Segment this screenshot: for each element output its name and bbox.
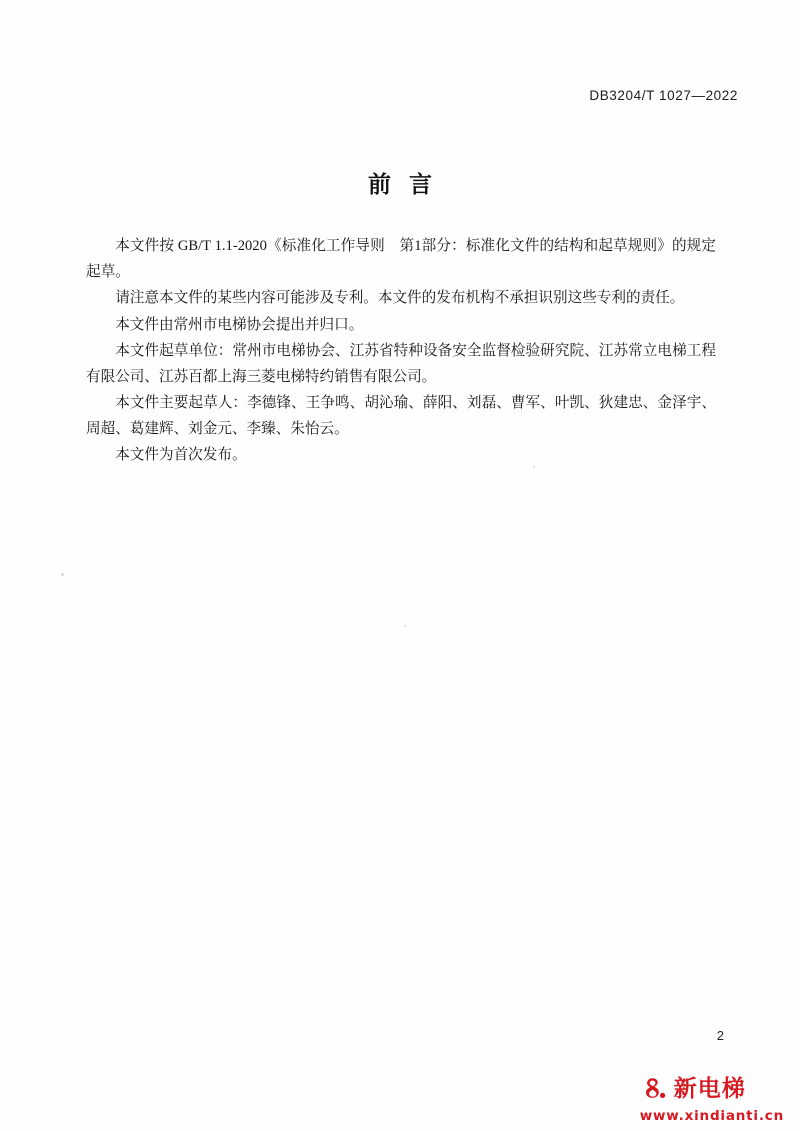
paragraph: 请注意本文件的某些内容可能涉及专利。本文件的发布机构不承担识别这些专利的责任。 [115, 290, 685, 306]
watermark-top-row [638, 1075, 746, 1105]
watermark-url: www.xindianti.cn [639, 1107, 784, 1124]
scan-speck [404, 625, 406, 627]
standard-number-header: DB3204/T 1027—2022 [589, 88, 738, 103]
scan-speck [61, 573, 64, 576]
paragraph: 本文件主要起草人：李德锋、王争鸣、胡沁瑜、薛阳、刘磊、曹军、叶凯、狄建忠、金泽宇、周超、葛建辉、刘金元、李臻、朱怡云。 [86, 395, 716, 437]
elevator-logo-icon [638, 1075, 668, 1105]
paragraph: 本文件起草单位：常州市电梯协会、江苏省特种设备安全监督检验研究院、江苏常立电梯工程有限公司、江苏百都上海三菱电梯特约销售有限公司。 [86, 343, 716, 385]
watermark-brand: 新电梯 [673, 1076, 746, 1102]
paragraph: 本文件由常州市电梯协会提出并归口。 [115, 316, 364, 333]
page-number: 2 [716, 1028, 724, 1043]
page-title: 前言 [368, 172, 450, 197]
watermark [638, 1075, 784, 1124]
scan-speck [533, 466, 535, 468]
foreword-body [86, 234, 716, 470]
paragraph: 本文件为首次发布。 [115, 447, 247, 463]
paragraph: 本文件按 GB/T 1.1-2020《标准化工作导则 第1部分：标准化文件的结构和起草规则》的规定起草。 [86, 238, 716, 280]
